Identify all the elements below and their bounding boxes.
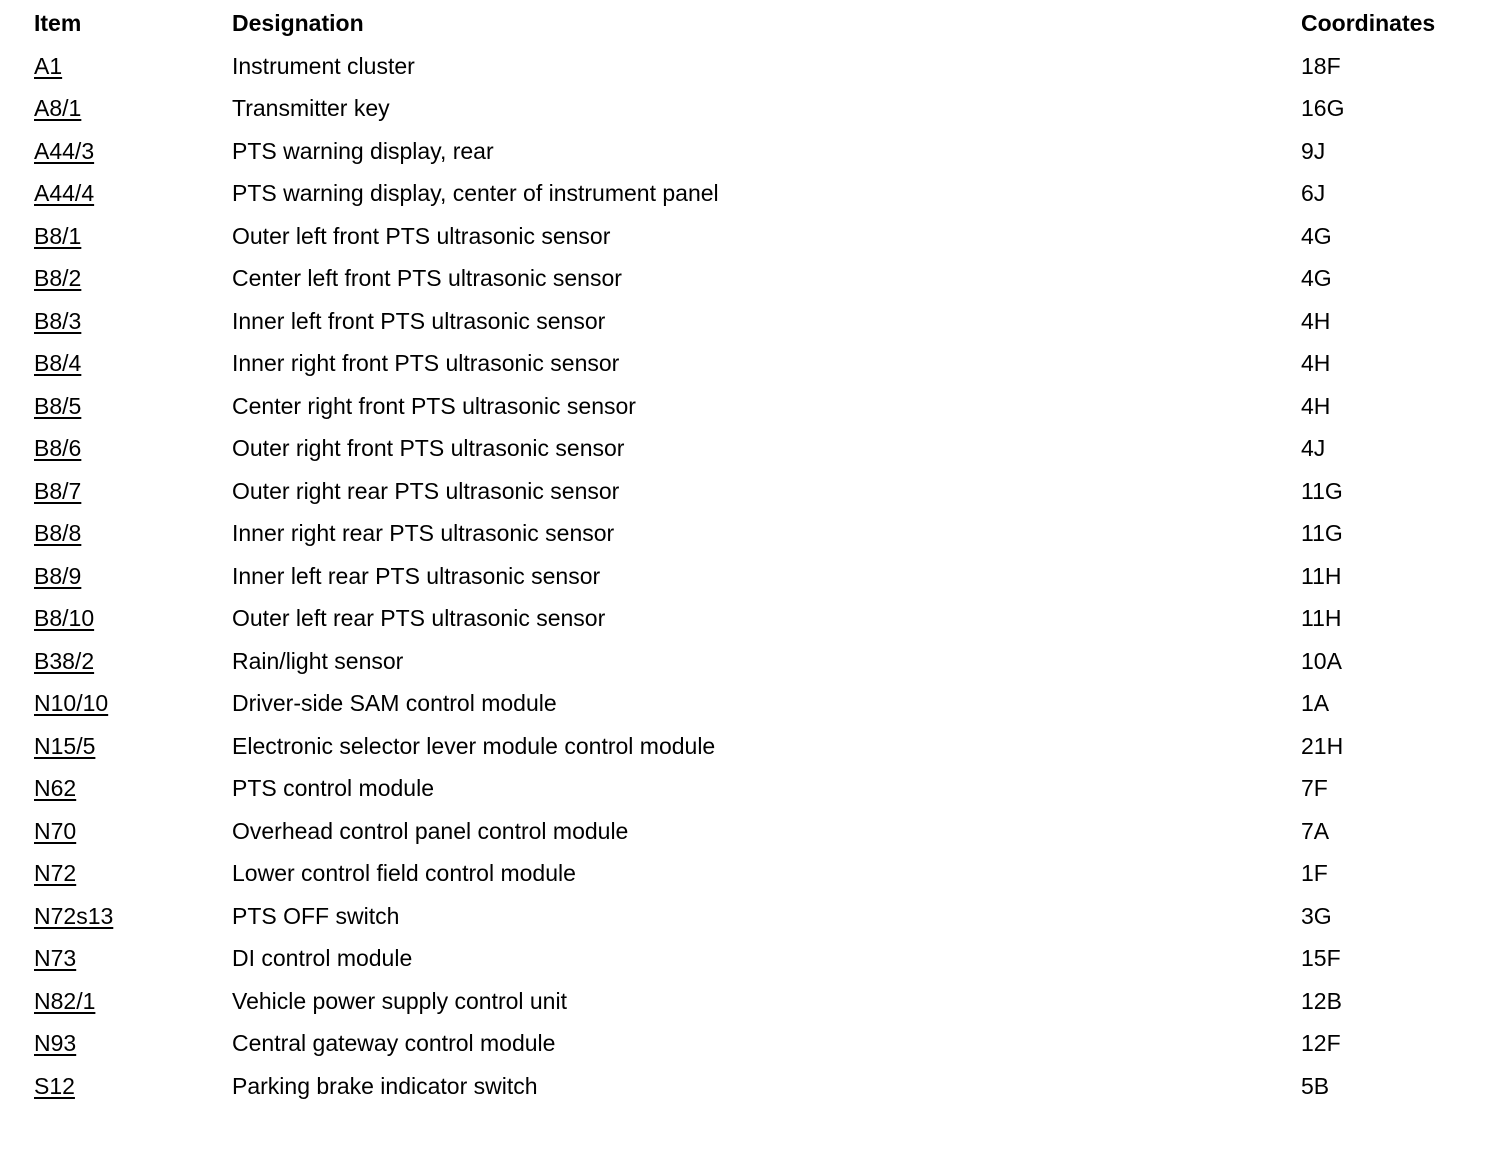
designation-cell: Center left front PTS ultrasonic sensor xyxy=(232,265,622,291)
item-link[interactable]: B8/7 xyxy=(34,477,82,504)
header-designation: Designation xyxy=(232,10,364,36)
coordinates-cell: 1F xyxy=(1301,860,1328,886)
designation-cell: Lower control field control module xyxy=(232,860,576,886)
table-row xyxy=(0,553,1504,596)
item-link[interactable]: N82/1 xyxy=(34,987,96,1014)
designation-cell: Outer left front PTS ultrasonic sensor xyxy=(232,222,611,249)
designation-cell: Inner left rear PTS ultrasonic sensor xyxy=(232,562,601,589)
coordinates-cell: 4H xyxy=(1301,350,1331,376)
coordinates-cell: 16G xyxy=(1301,95,1345,121)
coordinates-cell: 11G xyxy=(1301,477,1343,504)
header-coordinates: Coordinates xyxy=(1301,10,1436,36)
designation-cell: DI control module xyxy=(232,945,413,971)
item-link[interactable]: N72s13 xyxy=(34,902,114,929)
table-row xyxy=(0,43,1504,86)
table-row xyxy=(0,1020,1504,1063)
coordinates-cell: 21H xyxy=(1301,732,1344,759)
item-link[interactable]: B8/8 xyxy=(34,520,82,546)
item-link[interactable]: B8/3 xyxy=(34,307,82,334)
designation-cell: Overhead control panel control module xyxy=(232,817,629,844)
designation-cell: Transmitter key xyxy=(232,95,390,121)
item-link[interactable]: N93 xyxy=(34,1030,77,1056)
table-row xyxy=(0,340,1504,383)
designation-cell: Instrument cluster xyxy=(232,52,415,79)
item-link[interactable]: N15/5 xyxy=(34,732,96,759)
coordinates-cell: 10A xyxy=(1301,647,1342,674)
item-link[interactable]: B8/5 xyxy=(34,392,82,419)
table-row xyxy=(0,1063,1504,1106)
item-link[interactable]: A1 xyxy=(34,52,63,79)
designation-cell: Electronic selector lever module control module xyxy=(232,732,716,759)
table-row xyxy=(0,638,1504,681)
item-link[interactable]: N62 xyxy=(34,775,77,801)
table-row xyxy=(0,723,1504,766)
table-row xyxy=(0,893,1504,936)
coordinates-cell: 3G xyxy=(1301,902,1332,929)
item-link[interactable]: N10/10 xyxy=(34,690,109,716)
coordinates-cell: 7A xyxy=(1301,817,1330,844)
designation-cell: Driver-side SAM control module xyxy=(232,690,557,716)
item-link[interactable]: B8/6 xyxy=(34,435,82,461)
item-link[interactable]: N70 xyxy=(34,817,77,844)
designation-cell: Rain/light sensor xyxy=(232,647,404,674)
item-link[interactable]: N72 xyxy=(34,860,77,886)
designation-cell: Outer right rear PTS ultrasonic sensor xyxy=(232,477,620,504)
table-row xyxy=(0,680,1504,723)
designation-cell: Parking brake indicator switch xyxy=(232,1072,538,1099)
coordinates-cell: 4J xyxy=(1301,435,1326,461)
item-link[interactable]: B8/2 xyxy=(34,265,82,291)
item-link[interactable]: B8/4 xyxy=(34,350,82,376)
coordinates-cell: 11H xyxy=(1301,605,1342,631)
table-row xyxy=(0,850,1504,893)
table-row xyxy=(0,595,1504,638)
item-link[interactable]: A8/1 xyxy=(34,95,82,121)
designation-cell: Inner left front PTS ultrasonic sensor xyxy=(232,307,606,334)
table-row xyxy=(0,425,1504,468)
designation-cell: Outer right front PTS ultrasonic sensor xyxy=(232,435,625,461)
table-row xyxy=(0,213,1504,256)
item-link[interactable]: S12 xyxy=(34,1072,75,1099)
table-row xyxy=(0,128,1504,171)
table-body xyxy=(0,43,1504,1106)
coordinates-cell: 7F xyxy=(1301,775,1328,801)
coordinates-cell: 12F xyxy=(1301,1030,1341,1056)
item-link[interactable]: B8/1 xyxy=(34,222,82,249)
item-link[interactable]: A44/3 xyxy=(34,137,95,164)
designation-cell: Inner right rear PTS ultrasonic sensor xyxy=(232,520,615,546)
coordinates-cell: 15F xyxy=(1301,945,1341,971)
coordinates-cell: 4G xyxy=(1301,222,1332,249)
coordinates-cell: 9J xyxy=(1301,137,1326,164)
table-row xyxy=(0,298,1504,341)
coordinates-cell: 11G xyxy=(1301,520,1343,546)
coordinates-cell: 4G xyxy=(1301,265,1332,291)
table-row xyxy=(0,468,1504,511)
designation-cell: Outer left rear PTS ultrasonic sensor xyxy=(232,605,606,631)
designation-cell: PTS OFF switch xyxy=(232,902,400,929)
item-link[interactable]: B8/10 xyxy=(34,605,95,631)
header-item: Item xyxy=(34,10,82,36)
coordinates-cell: 5B xyxy=(1301,1072,1330,1099)
item-link[interactable]: A44/4 xyxy=(34,180,95,206)
coordinates-cell: 6J xyxy=(1301,180,1326,206)
table-row xyxy=(0,765,1504,808)
designation-cell: PTS control module xyxy=(232,775,434,801)
item-link[interactable]: B38/2 xyxy=(34,647,95,674)
table-row xyxy=(0,170,1504,213)
table-header xyxy=(0,0,1504,43)
designation-cell: Center right front PTS ultrasonic sensor xyxy=(232,392,636,419)
table-row xyxy=(0,510,1504,553)
table-row xyxy=(0,808,1504,851)
designation-cell: PTS warning display, rear xyxy=(232,137,494,164)
table-row xyxy=(0,255,1504,298)
designation-cell: Vehicle power supply control unit xyxy=(232,987,567,1014)
coordinates-cell: 12B xyxy=(1301,987,1342,1014)
designation-cell: PTS warning display, center of instrument panel xyxy=(232,180,719,206)
designation-cell: Inner right front PTS ultrasonic sensor xyxy=(232,350,620,376)
item-link[interactable]: B8/9 xyxy=(34,562,82,589)
coordinates-cell: 4H xyxy=(1301,307,1331,334)
designation-cell: Central gateway control module xyxy=(232,1030,556,1056)
table-row xyxy=(0,935,1504,978)
coordinates-cell: 18F xyxy=(1301,52,1341,79)
item-link[interactable]: N73 xyxy=(34,945,77,971)
coordinates-cell: 11H xyxy=(1301,562,1342,589)
table-row xyxy=(0,978,1504,1021)
coordinates-cell: 1A xyxy=(1301,690,1330,716)
coordinates-cell: 4H xyxy=(1301,392,1331,419)
table-row xyxy=(0,85,1504,128)
table-row xyxy=(0,383,1504,426)
